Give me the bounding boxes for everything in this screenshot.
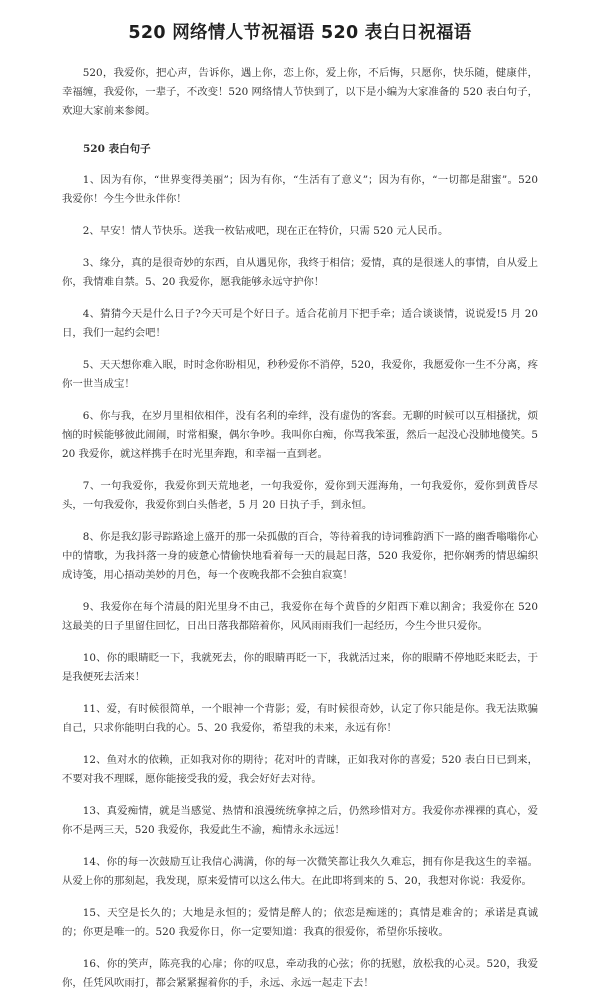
list-item: 14、你的每一次鼓励互让我信心满满，你的每一次微笑都让我久久难忘，拥有你是我这生的幸福。从爱上你的那刻起，我发现，原来爱情可以这么伟大。在此即将到来的 5、20，我想对你说：我爱你。: [62, 856, 538, 887]
list-item: 9、我爱你在每个清晨的阳光里身不由己，我爱你在每个黄昏的夕阳西下难以割舍；我爱你在 520 这最美的日子里留住回忆，日出日落我都陪着你，风风雨雨我们一起经历，今生今世只爱你。: [62, 601, 538, 632]
document-title: 520 网络情人节祝福语 520 表白日祝福语: [128, 23, 472, 43]
list-item: 10、你的眼睛眨一下，我就死去，你的眼睛再眨一下，我就活过来，你的眼睛不停地眨来眨去，于是我便死去活来！: [62, 652, 538, 683]
list-item: 2、早安！情人节快乐。送我一枚钻戒吧，现在正在特价，只需 520 元人民币。: [82, 225, 449, 237]
list-item: 5、天天想你难入眠，时时念你盼相见，秒秒爱你不消停，520，我爱你，我愿爱你一生不分离，疼你一世当成宝！: [62, 359, 538, 390]
list-item: 1、因为有你，“世界变得美丽”；因为有你，“生活有了意义”；因为有你，“一切都是甜蜜”。520 我爱你！今生今世永伴你！: [62, 174, 538, 205]
list-item: 6、你与我，在岁月里相依相伴，没有名利的牵绊，没有虚伪的客套。无聊的时候可以互相搔扰，烦恼的时候能够彼此闹闹，时常相聚，偶尔争吵。我叫你白痴，你骂我笨蛋，然后一起没心没肺地傻笑。520 我爱你，就这样携手在时光里奔跑，和幸福一直到老。: [62, 410, 538, 460]
blessing-list: [62, 171, 538, 993]
intro-paragraph: 520，我爱你，把心声，告诉你，遇上你，恋上你，爱上你，不后悔，只愿你，快乐随，健康伴，幸福缠，我爱你，一辈子，不改变！520 网络情人节快到了，以下是小编为大家准备的 520 表白句子，欢迎大家前来参阅。: [62, 67, 538, 117]
list-item: 15、天空是长久的；大地是永恒的；爱情是醉人的；依恋是痴迷的；真情是难舍的；承诺是真诚的；你更是唯一的。520 我爱你日，你一定要知道：我真的很爱你，希望你乐接收。: [62, 907, 538, 938]
intro-section: [62, 64, 538, 121]
list-item: 11、爱，有时候很简单，一个眼神一个背影；爱，有时候很奇妙，认定了你只能是你。我无法欺骗自己，只求你能明白我的心。5、20 我爱你，希望我的未来，永远有你！: [62, 703, 538, 734]
list-item: 13、真爱痴情，就是当感觉、热情和浪漫统统拿掉之后，仍然珍惜对方。我爱你赤裸裸的真心，爱你不是两三天，520 我爱你，我爱此生不渝，痴情永永远远！: [62, 805, 538, 836]
list-item: 8、你是我幻影寻踪路途上盛开的那一朵孤傲的百合，等待着我的诗词雅韵洒下一路的幽香嗡嗡你心中的情歌，为我抖落一身的疲惫心情偷快地看着每一天的晨起日落，520 我爱你，把你娴秀的情思编织成诗笺，用心捂动美妙的月色，每一个夜晚我都不会独自寂寞！: [62, 531, 538, 581]
list-item: 4、猜猜今天是什么日子?今天可是个好日子。适合花前月下把手牵；适合谈谈情，说说爱!5 月 20 日，我们一起约会吧！: [62, 308, 538, 339]
list-item: 16、你的笑声，陈亮我的心扉；你的叹息，牵动我的心弦；你的抚慰，放松我的心灵。520，我爱你，任凭风吹雨打，都会紧紧握着你的手，永远、永远一起走下去！: [62, 958, 538, 989]
list-item: 12、鱼对水的依赖，正如我对你的期待；花对叶的青睐，正如我对你的喜爱；520 表白日已到来，不要对我不理睬，愿你能接受我的爱，我会好好去对待。: [62, 754, 538, 785]
list-item: 7、一句我爱你，我爱你到天荒地老，一句我爱你，爱你到天涯海角，一句我爱你，爱你到黄昏尽头，一句我爱你，我爱你到白头偕老，5 月 20 日执子手，到永恒。: [62, 480, 538, 511]
section-heading: 520 表白句子: [83, 143, 151, 155]
list-item: 3、缘分，真的是很奇妙的东西，自从遇见你，我终于相信；爱情，真的是很迷人的事情，自从爱上你，我情难自禁。5、20 我爱你，愿我能够永远守护你！: [62, 257, 538, 288]
